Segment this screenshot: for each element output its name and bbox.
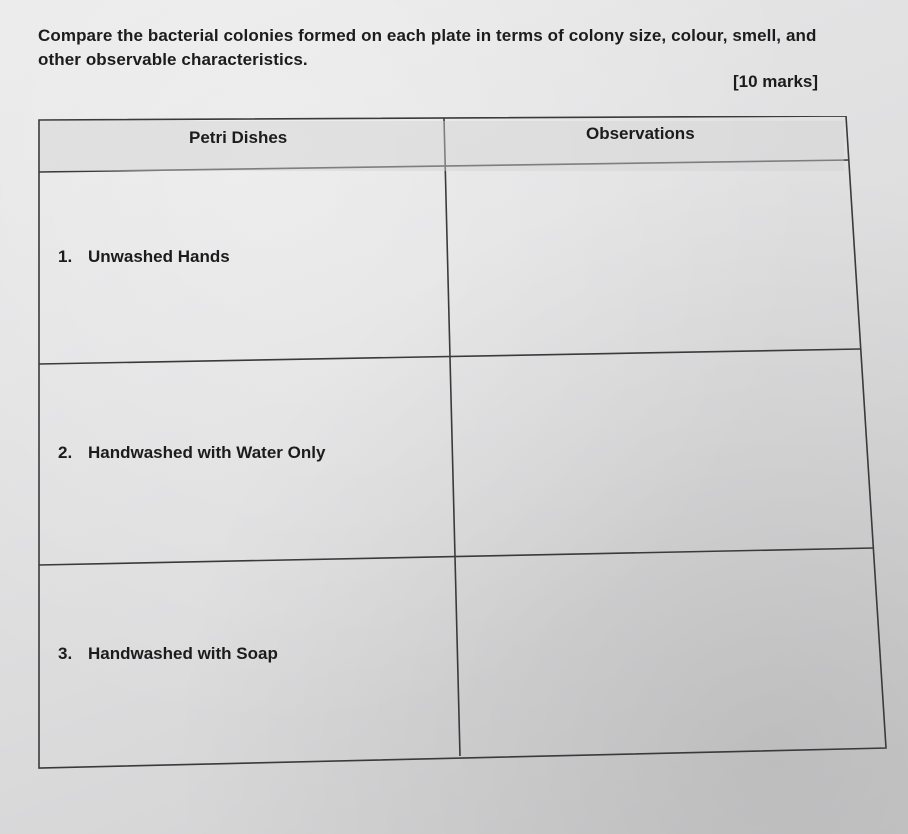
row-number: 1. [58,247,73,266]
row-unwashed-hands [58,247,230,267]
row-water-only [58,443,325,463]
table-header-shade [40,121,844,171]
row-label: Handwashed with Soap [88,644,278,663]
row-number: 3. [58,644,73,663]
row-label: Handwashed with Water Only [88,443,326,462]
marks-label: [10 marks] [733,72,819,91]
header-petri-dishes: Petri Dishes [189,128,288,147]
row-label: Unwashed Hands [88,247,230,266]
row-soap [58,644,278,664]
question-text: Compare the bacterial colonies formed on each plate in terms of colony size, colour, smell, and other observable characteristics. [38,26,817,69]
observations-table [38,116,888,770]
row-number: 2. [58,443,73,462]
header-observations: Observations [586,124,695,143]
